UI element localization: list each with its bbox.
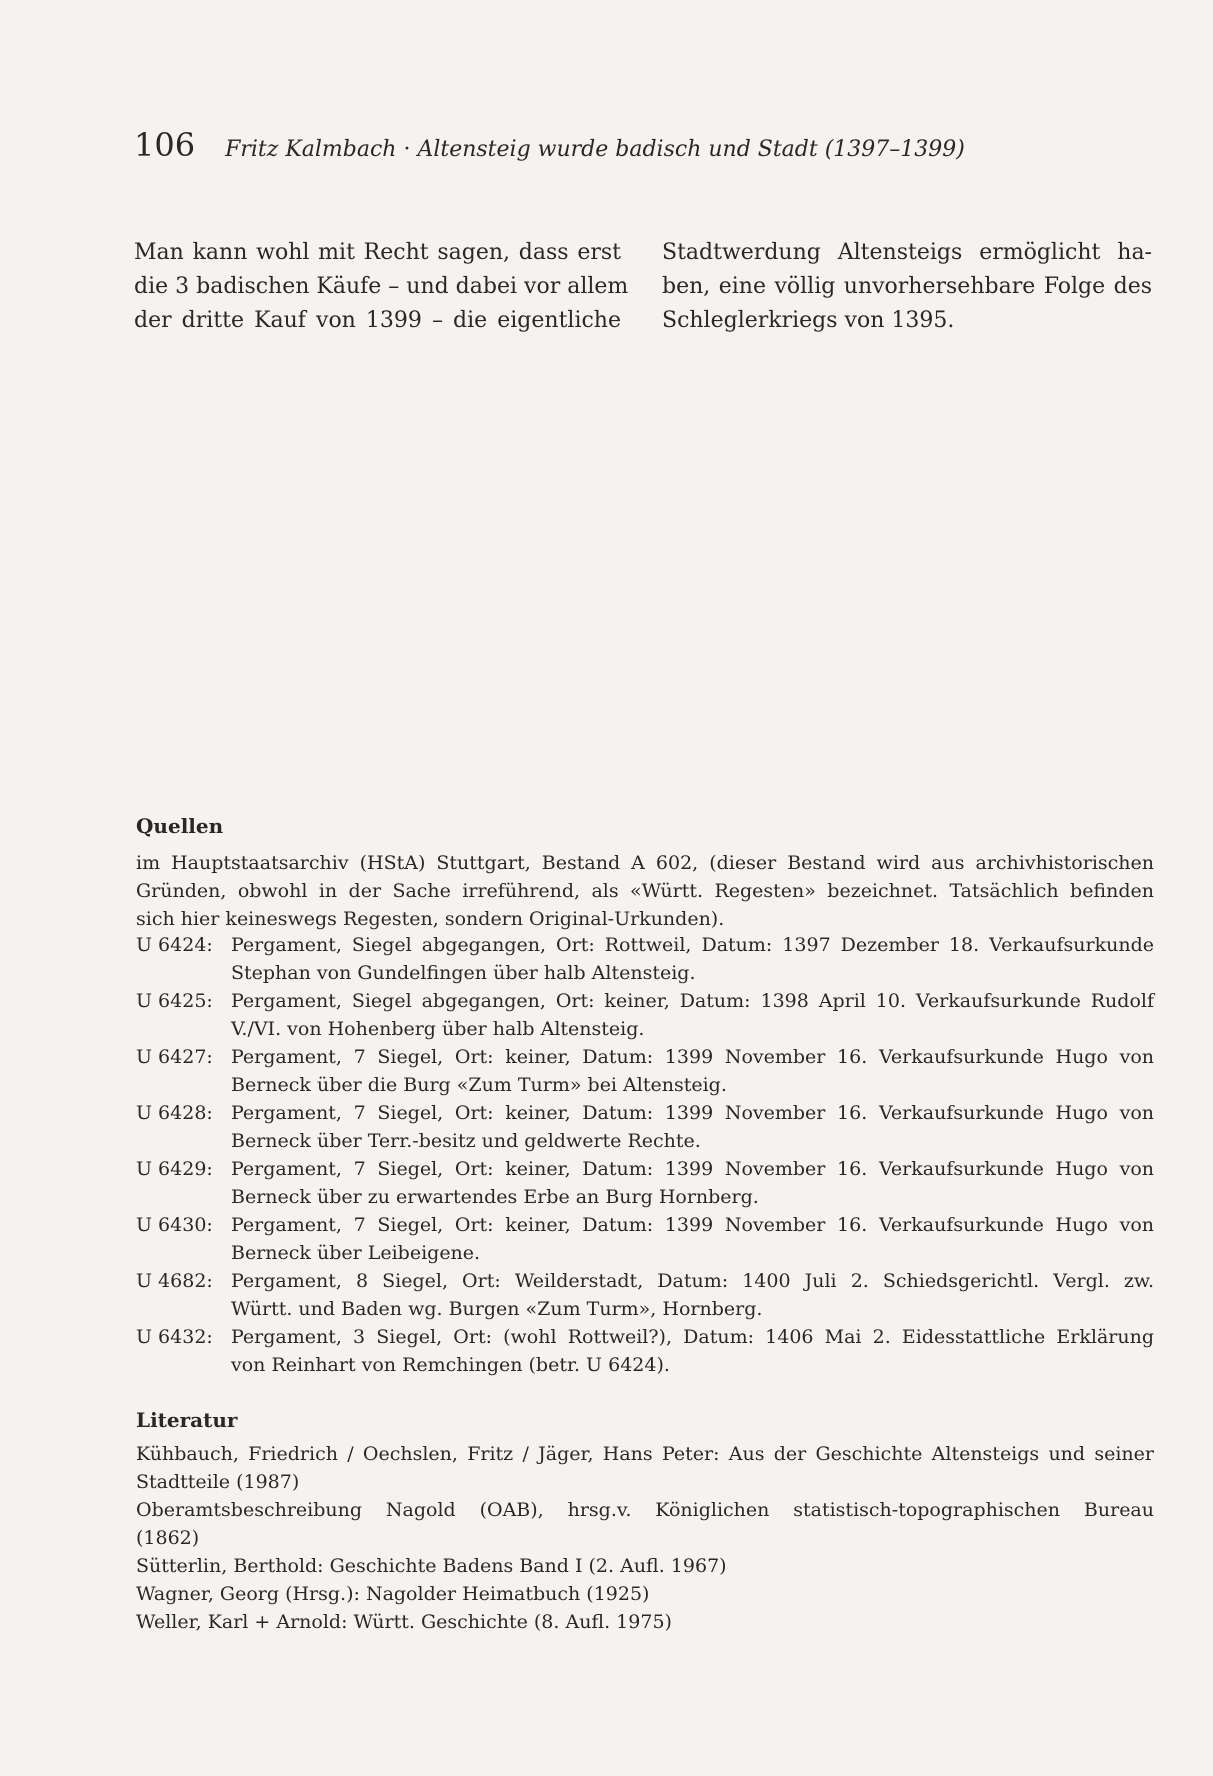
source-entry (136, 1043, 1154, 1099)
source-desc: Pergament, 7 Siegel, Ort: keiner, Datum: 1399 November 16. Verkaufsurkunde Hugo von (231, 1102, 1154, 1124)
source-desc: Württ. und Baden wg. Burgen «Zum Turm», Hornberg. (231, 1298, 763, 1320)
source-desc: Berneck über Leibeigene. (231, 1242, 481, 1264)
page-number: 106 (134, 126, 196, 164)
source-entry (136, 987, 1154, 1043)
source-code: U 6427: (136, 1046, 213, 1068)
literature-line: Oberamtsbeschreibung Nagold (OAB), hrsg.v. Königlichen statistisch-topographischen Bureau (136, 1499, 1154, 1521)
source-desc: Pergament, 3 Siegel, Ort: (wohl Rottweil?), Datum: 1406 Mai 2. Eidesstattliche Erklärung (231, 1326, 1154, 1348)
quellen-entries (136, 931, 1154, 1379)
source-desc: von Reinhart von Remchingen (betr. U 6424). (231, 1354, 670, 1376)
intro-line: im Hauptstaatsarchiv (HStA) Stuttgart, Bestand A 602, (dieser Bestand wird aus archivhistorischen (136, 852, 1154, 874)
source-desc: Pergament, 8 Siegel, Ort: Weilderstadt, Datum: 1400 Juli 2. Schiedsgerichtl. Vergl. zw. (231, 1270, 1154, 1292)
source-entry (136, 1211, 1154, 1267)
body-column-left (134, 236, 629, 338)
literature-line: (1862) (136, 1527, 200, 1549)
source-desc: Stephan von Gundelfingen über halb Altensteig. (231, 962, 696, 984)
literatur-list (136, 1440, 1154, 1636)
source-entry (136, 1323, 1154, 1379)
source-desc: Pergament, Siegel abgegangen, Ort: Rottweil, Datum: 1397 Dezember 18. Verkaufsurkunde (231, 934, 1154, 956)
source-code: U 6430: (136, 1214, 213, 1236)
literatur-heading: Literatur (136, 1408, 238, 1432)
running-title: Fritz Kalmbach · Altensteig wurde badisch und Stadt (1397–1399) (225, 137, 965, 162)
literature-line: Sütterlin, Berthold: Geschichte Badens Band I (2. Aufl. 1967) (136, 1555, 727, 1577)
source-desc: Berneck über die Burg «Zum Turm» bei Altensteig. (231, 1074, 727, 1096)
source-code: U 6429: (136, 1158, 213, 1180)
source-code: U 4682: (136, 1270, 213, 1292)
body-line: Schleglerkriegs von 1395. (662, 308, 955, 333)
source-desc: Berneck über Terr.-besitz und geldwerte Rechte. (231, 1130, 701, 1152)
source-code: U 6424: (136, 934, 213, 956)
literature-line: Weller, Karl + Arnold: Württ. Geschichte (8. Aufl. 1975) (136, 1611, 672, 1633)
body-line: der dritte Kauf von 1399 – die eigentliche (134, 308, 621, 333)
body-line: die 3 badischen Käufe – und dabei vor allem (134, 274, 629, 299)
literature-line: Kühbauch, Friedrich / Oechslen, Fritz / Jäger, Hans Peter: Aus der Geschichte Altensteigs und seiner (136, 1443, 1154, 1465)
body-line: ben, eine völlig unvorhersehbare Folge des (662, 274, 1152, 299)
quellen-heading: Quellen (136, 814, 224, 838)
source-desc: Pergament, 7 Siegel, Ort: keiner, Datum: 1399 November 16. Verkaufsurkunde Hugo von (231, 1214, 1154, 1236)
source-entry (136, 1267, 1154, 1323)
body-line: Stadtwerdung Altensteigs ermöglicht ha- (662, 240, 1152, 265)
quellen-intro (136, 849, 1154, 933)
source-desc: Berneck über zu erwartendes Erbe an Burg Hornberg. (231, 1186, 759, 1208)
running-header (134, 126, 1154, 164)
source-desc: Pergament, 7 Siegel, Ort: keiner, Datum: 1399 November 16. Verkaufsurkunde Hugo von (231, 1158, 1154, 1180)
intro-line: Gründen, obwohl in der Sache irreführend, als «Württ. Regesten» bezeichnet. Tatsächlich befinden (136, 880, 1154, 902)
source-entry (136, 1155, 1154, 1211)
source-entry (136, 1099, 1154, 1155)
source-desc: Pergament, Siegel abgegangen, Ort: keiner, Datum: 1398 April 10. Verkaufsurkunde Rudolf (231, 990, 1154, 1012)
literature-line: Stadtteile (1987) (136, 1471, 300, 1493)
body-line: Man kann wohl mit Recht sagen, dass erst (134, 240, 621, 265)
intro-line: sich hier keineswegs Regesten, sondern Original-Urkunden). (136, 908, 725, 930)
source-code: U 6428: (136, 1102, 213, 1124)
source-entry (136, 931, 1154, 987)
body-column-right (662, 236, 1152, 338)
literature-line: Wagner, Georg (Hrsg.): Nagolder Heimatbuch (1925) (136, 1583, 650, 1605)
source-code: U 6432: (136, 1326, 213, 1348)
source-desc: V./VI. von Hohenberg über halb Altensteig. (231, 1018, 645, 1040)
source-code: U 6425: (136, 990, 213, 1012)
source-desc: Pergament, 7 Siegel, Ort: keiner, Datum: 1399 November 16. Verkaufsurkunde Hugo von (231, 1046, 1154, 1068)
